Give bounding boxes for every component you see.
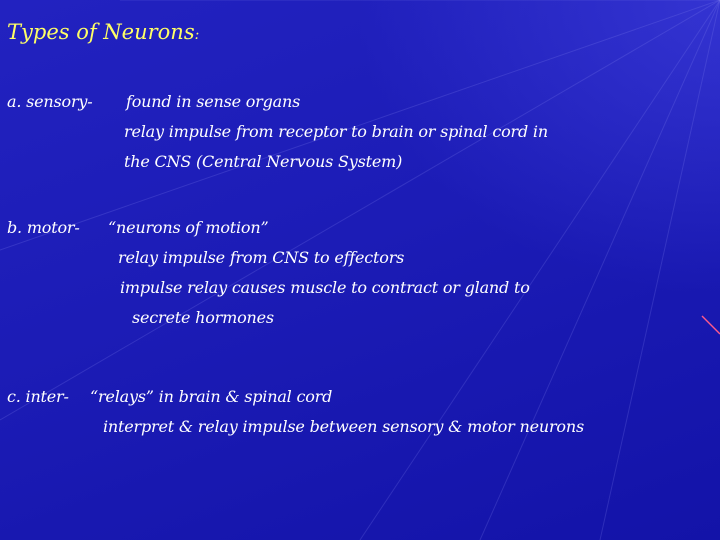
term-inter: c. inter- <box>7 387 69 406</box>
sensory-line-3: the CNS (Central Nervous System) <box>124 152 403 171</box>
motor-line-3: impulse relay causes muscle to contract or gland to <box>120 278 530 297</box>
inter-line-2: interpret & relay impulse between sensory & motor neurons <box>103 417 584 436</box>
slide-title-colon: : <box>194 27 200 43</box>
motor-line-1: “neurons of motion” <box>108 218 269 237</box>
accent-ray <box>702 316 720 334</box>
slide-title <box>7 20 199 44</box>
motor-line-4: secrete hormones <box>132 308 274 327</box>
sensory-line-1: found in sense organs <box>126 92 301 111</box>
term-motor: b. motor- <box>7 218 80 237</box>
sensory-line-2: relay impulse from receptor to brain or spinal cord in <box>124 122 548 141</box>
inter-line-1: “relays” in brain & spinal cord <box>90 387 333 406</box>
slide-title-text: Types of Neurons <box>7 20 195 44</box>
motor-line-2: relay impulse from CNS to effectors <box>118 248 405 267</box>
term-sensory: a. sensory- <box>7 92 93 111</box>
